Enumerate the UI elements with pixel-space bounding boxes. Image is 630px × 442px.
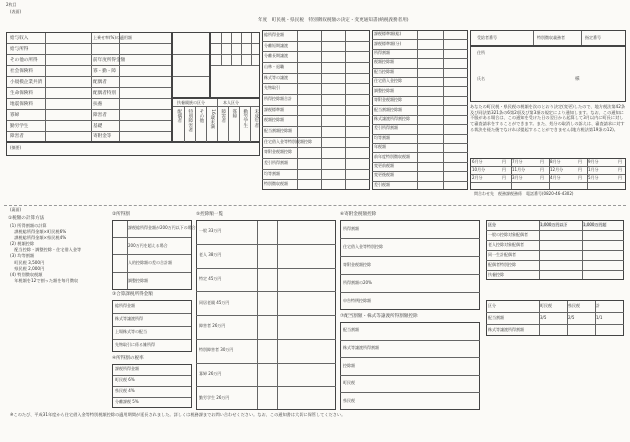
dividend-table-line (486, 312, 624, 313)
schedule-amount: 円 (578, 158, 582, 164)
section1-item: 配当控除・調整控除・住宅借入金等 (10, 247, 82, 253)
self-sub-3: 未成年者 (253, 109, 259, 128)
spouse-table-line (486, 250, 624, 251)
front-middle-row-label: 先物取引 (264, 85, 280, 91)
front-right-row-label: 調整控除額 (374, 87, 394, 93)
right-item-4: 障害者 (93, 113, 107, 118)
front-right-row-label: 所得割額 (374, 50, 390, 56)
dividend-table-value: 1/1 (596, 314, 603, 320)
section6-line (340, 292, 480, 293)
spouse-table-row: 同一生計配偶者 (488, 251, 516, 257)
income-label-2: その他の所得 (10, 58, 38, 63)
section2-row: 課税総所得金額が200万円以下の場合 (128, 225, 196, 231)
schedule-month: 9月分 (588, 158, 599, 164)
section7-line (340, 375, 480, 376)
front-middle-row-line (262, 94, 370, 95)
spouse-table-line (486, 260, 624, 261)
contact-line: 問合わせ先 税務課税務係 電話番号(0820-46-4302) (474, 191, 574, 196)
front-right-row-label: 税額控除額 (374, 59, 394, 65)
front-right-row-line (372, 143, 468, 144)
section3-row: 上場株式等の配当 (115, 329, 147, 334)
section7-line (340, 392, 480, 393)
payer-label: 特別徴収義務者 (537, 35, 565, 40)
front-middle-row-label: 税額控除額 (264, 117, 284, 123)
section2-row: 200万円を超える場合 (128, 242, 168, 248)
spouse-sub-0: 配偶者 (176, 109, 182, 123)
schedule-month: 3月分 (512, 174, 523, 180)
schedule-month: 4月分 (550, 174, 561, 180)
section7-title: ⑦配当割額・株式等譲渡所得割額控除 (340, 314, 418, 319)
footer-note: ※このたび、平成31年度から住宅借入金等特別税額控除の適用期間が延長されました。詳しくは税務課までお問い合わせください。なお、この通知書は大切に保管してください。 (10, 412, 346, 417)
deduction-item-5: 勤労学生 (10, 124, 29, 129)
front-middle-row-line (262, 169, 370, 170)
schedule-amount: 円 (618, 166, 622, 172)
front-right-row-label: 株式譲渡所得割控除 (374, 115, 410, 121)
front-middle-row-line (262, 137, 370, 138)
section4-row: 分離課税 5% (115, 399, 139, 404)
spouse-table-row: 老人控除対象配偶者 (488, 241, 524, 247)
section5-line (196, 339, 336, 340)
section5-title: ⑤控除額一覧 (196, 212, 224, 217)
section7-row: 町民税 (343, 380, 355, 386)
section1-list (10, 223, 110, 284)
section5-row: 特定 45万円 (199, 275, 222, 281)
memo-label: (摘要) (10, 145, 22, 150)
section1-item: 県民税 2,000円 (10, 265, 45, 271)
address-label: 住所 (477, 50, 485, 55)
section3-title: ③合算課税所得金額 (112, 292, 153, 297)
spouse-table-head: 1,000万円超 (583, 221, 607, 227)
receiver-note: あなたの町民税・県民税の税額を次のとおり決定(変更)したので、地方税法第42条及び同法第321条の6第2項及び第3項の規定により通知します。なお、この通知に不服がある場合は、この通知を受けた日の翌日から起算して3月以内に町長に対して審査請求をすることができます。また、処分の取消しの訴えは、審査請求に対する裁決を経た後でなければ提起することができません(地方税法第19条の12)。 (470, 104, 626, 132)
dividend-share-rows (486, 300, 624, 336)
dividend-table-line (486, 324, 624, 325)
right-item-3: 扶養 (93, 102, 103, 107)
memo-box (6, 142, 260, 156)
section5-row: 同居老親 45万円 (199, 299, 230, 305)
schedule-cells (470, 158, 626, 190)
section6-row: 所得割額の20% (343, 279, 372, 285)
front-middle-row-line (262, 126, 370, 127)
rate-box (210, 32, 260, 98)
schedule-amount: 円 (540, 174, 544, 180)
section4-title: ④所得割の税率 (112, 356, 144, 361)
income-label-0: 給与収入 (10, 36, 29, 41)
section5-line (196, 244, 336, 245)
schedule-amount: 円 (578, 174, 582, 180)
section5-line (196, 291, 336, 292)
section3-row: 先物取引に係る雑所得 (115, 342, 155, 347)
schedule-month: 7月分 (512, 158, 523, 164)
income-amount-box (172, 32, 210, 98)
front-middle-row-label: 寄附金税額控除 (264, 149, 292, 155)
spouse-sub-2: その他 (198, 109, 204, 123)
front-middle-row-line (262, 158, 370, 159)
spouse-table-line (486, 230, 624, 231)
schedule-month: 11月分 (512, 166, 526, 172)
front-right-row-label: 均等割額 (374, 134, 390, 140)
front-middle-row-label: 株式等の譲渡 (264, 74, 288, 80)
spouse-deduction-rows (486, 220, 624, 280)
front-right-row-label: 課税標準額(総) (374, 31, 402, 37)
schedule-month: 1月分 (588, 166, 599, 172)
receiver-label: 受給者番号 (477, 35, 497, 40)
front-middle-row-line (262, 41, 370, 42)
schedule-month: 5月分 (588, 174, 599, 180)
section1-item: 課税総所得金額×町民税6% (10, 229, 67, 235)
front-right-row-label: 前年度特別徴収税額 (374, 153, 410, 159)
section7-row: 株式等譲渡所得割額 (343, 344, 379, 350)
dependent-table (172, 98, 260, 142)
section5-row: 障害者 26万円 (199, 323, 226, 329)
front-middle-row-line (262, 105, 370, 106)
front-left-table (6, 32, 172, 142)
section2-row: 人的控除額の差の合計額 (128, 260, 172, 266)
section1-item: (2) 税額控除 (10, 241, 35, 247)
front-right-row-label: 変更前税額 (374, 162, 394, 168)
front-middle-row-label: 山林・退職 (264, 63, 284, 69)
receiver-address-box (470, 46, 626, 102)
deduction-item-1: 小規模企業共済 (10, 80, 43, 85)
section2-row: 調整控除額 (128, 277, 148, 283)
schedule-month: 10月分 (472, 166, 486, 172)
dividend-table-row: 株式等譲渡所得割額 (488, 326, 524, 332)
dividend-table-head: 町民税 (540, 302, 552, 308)
front-middle-row-label: 特別徴収税額 (264, 181, 288, 187)
section6-line (340, 238, 480, 239)
section4-rows (112, 364, 192, 408)
spouse-table-head: 1,000万円以下 (540, 221, 568, 227)
section4-row: 課税所得金額 (115, 366, 139, 371)
schedule-amount: 円 (618, 158, 622, 164)
right-item-0: 寡・勤・障 (93, 69, 116, 74)
front-middle-rows (262, 30, 370, 190)
section7-row: 配当割額 (343, 327, 359, 333)
front-right-row-label: 課税標準額(分) (374, 40, 402, 46)
schedule-month: 6月分 (472, 158, 483, 164)
front-right-row-label: 配当控除額 (374, 68, 394, 74)
schedule-amount: 円 (540, 158, 544, 164)
self-sub-2: 勤労学生 (242, 109, 248, 128)
section1-item: (4) 特別徴収税額 (10, 271, 43, 277)
section6-row: 住宅借入金等特別控除 (343, 243, 383, 249)
deduction-item-4: 寡婦 (10, 113, 20, 118)
section5-row: 勤労学生 26万円 (199, 394, 230, 400)
schedule-month: 2月分 (472, 174, 483, 180)
section5-rows (196, 220, 336, 410)
deduction-item-0: 社会保険料 (10, 69, 33, 74)
section7-row: 県民税 (343, 397, 355, 403)
section5-line (196, 315, 336, 316)
schedule-amount: 円 (540, 166, 544, 172)
section6-row: 申告特例控除額 (343, 297, 371, 303)
section1-item: (3) 均等割額 (10, 253, 35, 259)
receiver-header (470, 30, 626, 46)
front-right-row-label: 差引税額 (374, 181, 390, 187)
dividend-table-head: 計 (596, 302, 600, 308)
spouse-table-line (486, 240, 624, 241)
deduction-label: 前年度所得金額 (93, 58, 126, 63)
dividend-table-head: 県民税 (568, 302, 580, 308)
front-middle-row-label: 分離長期譲渡 (264, 53, 288, 59)
section6-row: 寄附金税額控除 (343, 261, 371, 267)
section3-row: 株式等譲渡所得 (115, 316, 143, 321)
section1-item: 年税額を12で割った額を毎月徴収 (10, 277, 79, 283)
front-right-rows (372, 30, 468, 190)
spouse-table-head: 区分 (488, 221, 496, 227)
schedule-month: 12月分 (550, 166, 564, 172)
schedule-month: 8月分 (550, 158, 561, 164)
section5-row: 特別障害者 30万円 (199, 347, 234, 353)
front-right-row-label: 差引所得割額 (374, 125, 398, 131)
fold-line (4, 205, 626, 206)
spouse-table-row: 一般の控除対象配偶者 (488, 231, 528, 237)
self-sub-1: 寡婦 (231, 109, 237, 119)
front-middle-row-line (262, 62, 370, 63)
spouse-table-line (486, 270, 624, 271)
right-item-1: 配偶者 (93, 80, 107, 85)
section7-row: 控除額 (343, 362, 355, 368)
section2-rows (112, 220, 196, 290)
section6-rows (340, 220, 480, 310)
front-right-row-label: 住宅借入金控除 (374, 78, 402, 84)
spouse-table-row: 扶養控除 (488, 271, 504, 277)
schedule-amount: 円 (502, 174, 506, 180)
dividend-table-row: 配当割額 (488, 314, 504, 320)
section6-row: 所得割額 (343, 225, 359, 231)
schedule-amount: 円 (578, 166, 582, 172)
name-label: 氏名 (477, 76, 485, 81)
section1-item: 課税総所得金額×県民税4% (10, 235, 67, 241)
front-middle-row-label: 所得控除額合計 (264, 95, 292, 101)
front-middle-row-label: 配当割額控除額 (264, 127, 292, 133)
self-sub-0: 障害者 (220, 109, 226, 123)
dividend-table-value: 2/5 (568, 314, 575, 320)
section6-line (340, 274, 480, 275)
section5-row: 老人 38万円 (199, 252, 222, 258)
section4-row: 県民税 4% (115, 388, 135, 393)
front-middle-row-label: 課税標準額 (264, 106, 284, 112)
section1-title: ①税額の計算方法 (8, 216, 45, 221)
schedule-amount: 円 (618, 174, 622, 180)
front-middle-row-line (262, 73, 370, 74)
deduction-item-2: 生命保険料 (10, 91, 33, 96)
dependent-header: 扶養親族の区分 (177, 99, 205, 105)
section5-row: 寡婦 26万円 (199, 370, 222, 376)
section1-item: (1) 所得割額の計算 (10, 223, 47, 228)
front-middle-row-label: 分離短期譲渡 (264, 42, 288, 48)
section4-row: 町民税 6% (115, 377, 135, 382)
front-right-row-label: 寄附金税額控除 (374, 97, 402, 103)
income-label-1: 給与所得 (10, 47, 29, 52)
section3-rows (112, 300, 192, 352)
section6-line (340, 256, 480, 257)
front-middle-row-label: 差引所得割額 (264, 159, 288, 165)
deduction-item-6: 障害者 (10, 134, 24, 139)
section7-rows (340, 322, 480, 410)
section1-item: 町民税 3,500円 (10, 259, 45, 265)
payer-no-label: 指定番号 (585, 35, 601, 40)
front-middle-row-label: 住宅借入金等特別税額控除 (264, 138, 312, 144)
deduction-item-3: 地震保険料 (10, 102, 33, 107)
section5-line (196, 386, 336, 387)
dividend-table-head: 区分 (488, 302, 496, 308)
self-header: 本人区分 (223, 99, 239, 105)
honorific: 様 (575, 77, 580, 82)
section7-line (340, 340, 480, 341)
schedule-amount: 円 (502, 158, 506, 164)
section2-title: ②所得割 (112, 212, 130, 217)
section3-row: 総所得金額 (115, 303, 135, 308)
right-item-6: 寄附金等 (93, 134, 112, 139)
tax-rate-note: 上乗せ率(%)の適用額 (93, 35, 132, 40)
right-item-5: 基礎 (93, 124, 103, 129)
section5-line (196, 268, 336, 269)
front-middle-row-label: 均等割額 (264, 170, 280, 176)
front-right-row-label: 配当割額控除額 (374, 106, 402, 112)
back-mark: (裏面) (10, 207, 22, 212)
schedule-amount: 円 (502, 166, 506, 172)
dividend-table-value: 3/5 (540, 314, 547, 320)
spouse-sub-3: 16歳未満 (209, 109, 215, 129)
spouse-table-row: 配偶者特別控除 (488, 261, 516, 267)
right-item-2: 配偶者特別 (93, 91, 116, 96)
section6-title: ⑥寄附金税額控除 (340, 212, 377, 217)
page-mark: 2枚目 (6, 2, 17, 7)
front-mark: (表面) (10, 9, 22, 14)
front-right-row-label: 年税額 (374, 144, 386, 150)
form-title: 年度 町民税・県民税 特別徴収税額の決定・変更通知書(納税義務者用) (258, 18, 409, 23)
section5-row: 一般 33万円 (199, 228, 222, 234)
section7-line (340, 357, 480, 358)
spouse-sub-1: 特別障害者 (187, 109, 193, 132)
section5-line (196, 363, 336, 364)
front-middle-row-label: 総所得金額 (264, 31, 284, 37)
front-right-row-label: 変更後税額 (374, 172, 394, 178)
